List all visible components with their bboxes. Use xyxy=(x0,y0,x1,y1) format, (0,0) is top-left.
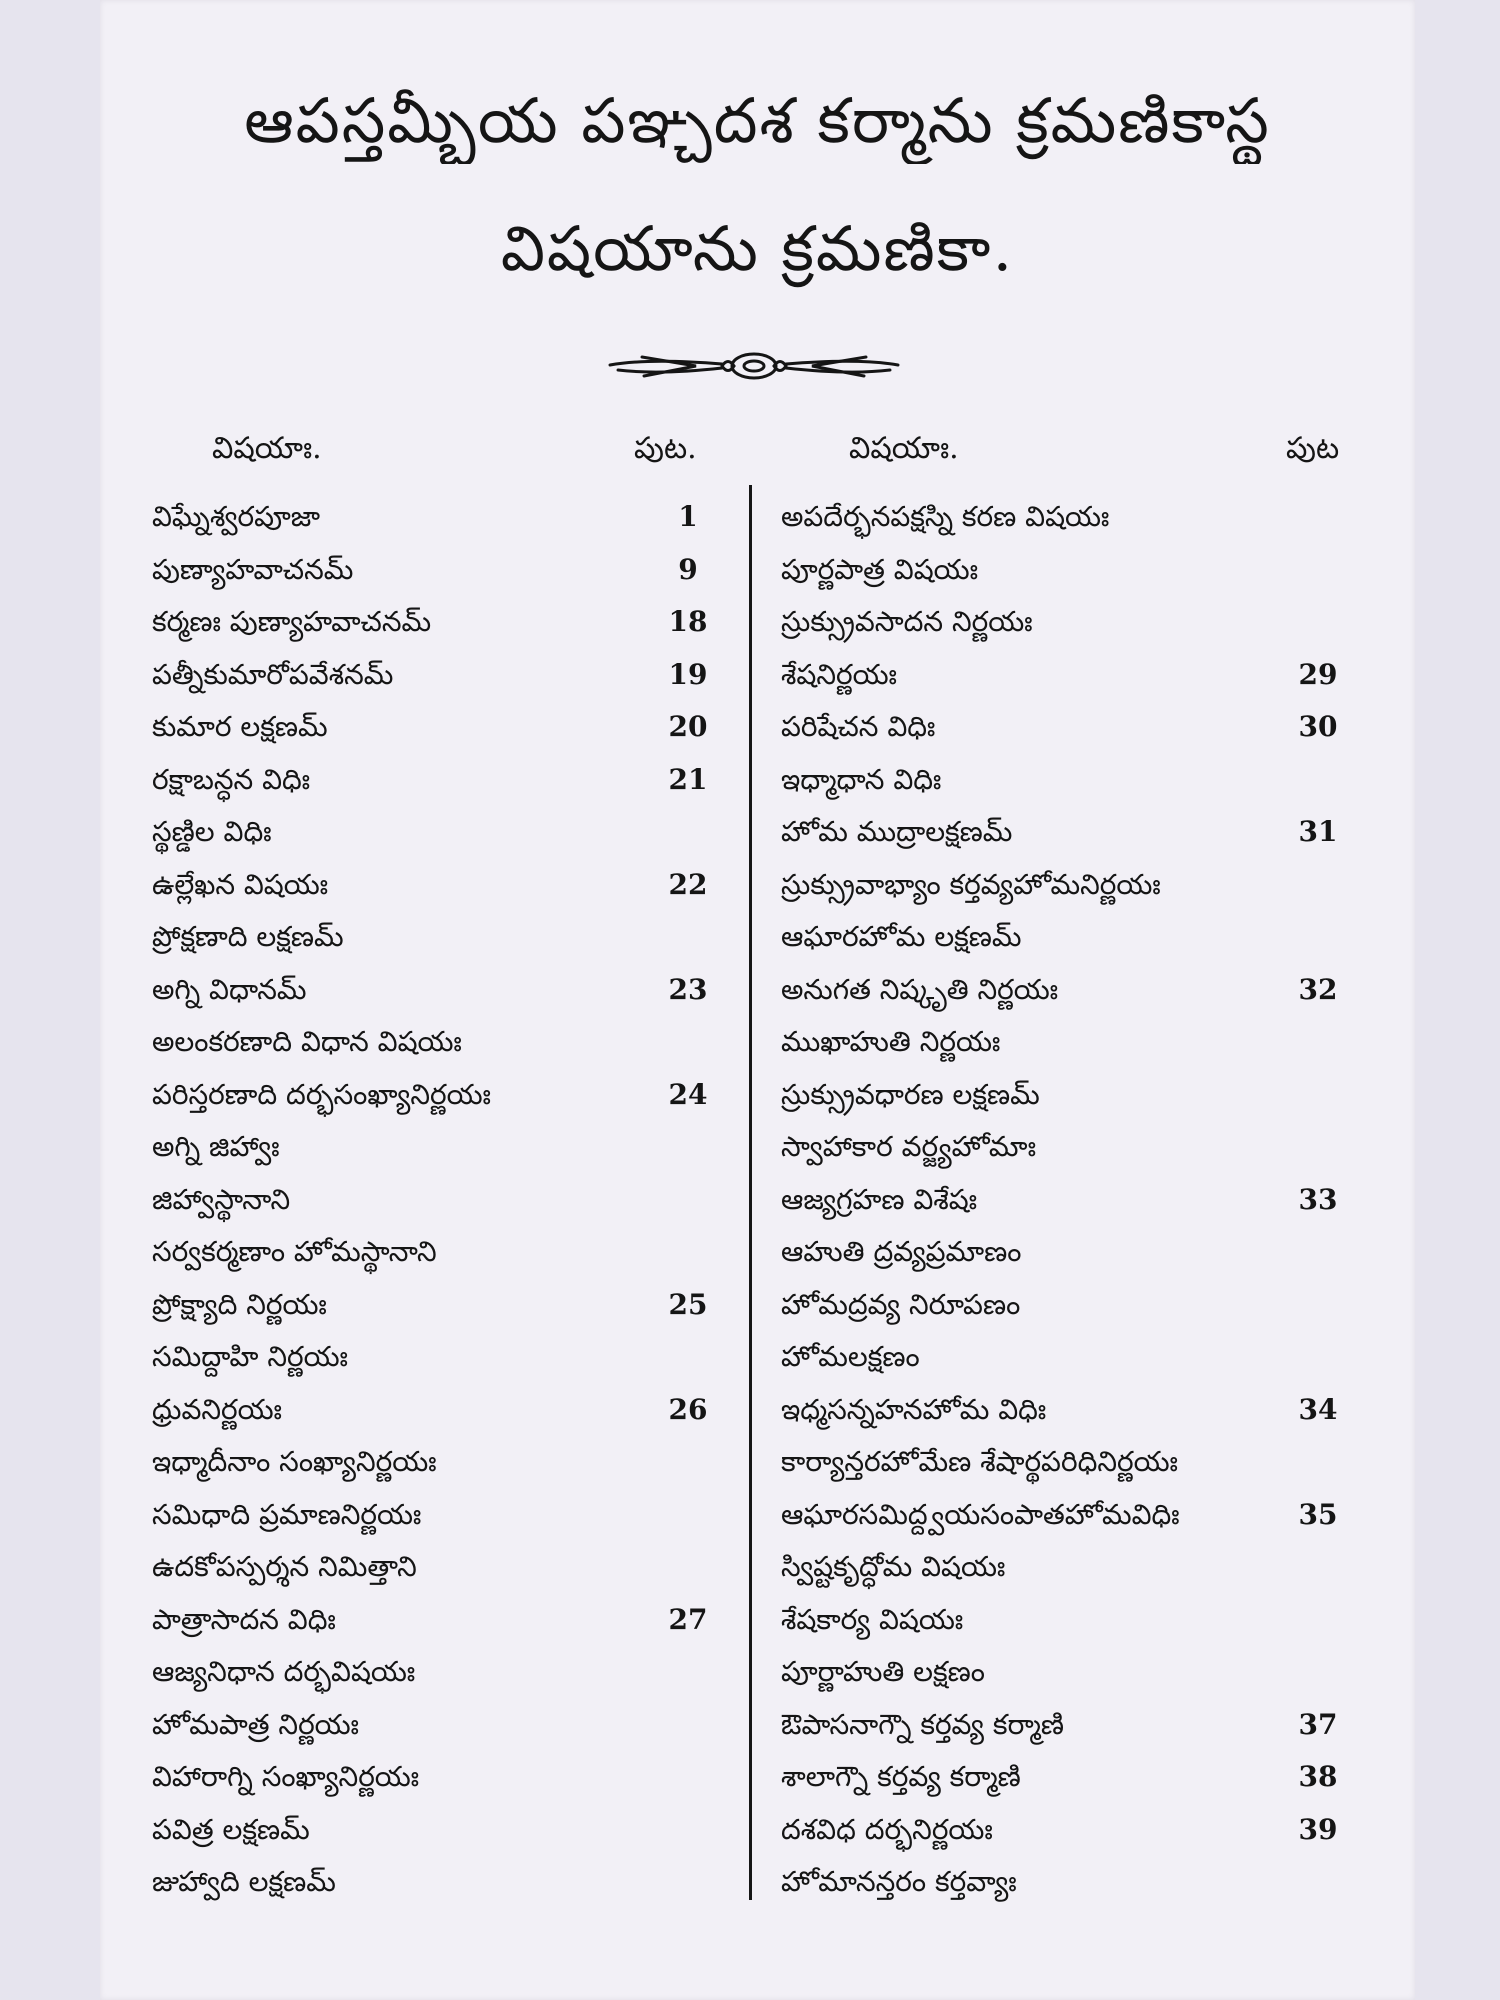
contents-row xyxy=(781,1751,1401,1804)
left-column-topic-header: విషయాః. xyxy=(212,431,322,466)
contents-row xyxy=(152,806,742,859)
contents-topic: అలంకరణాది విధాన విషయః xyxy=(152,1025,462,1058)
contents-page-number: 21 xyxy=(668,762,708,796)
contents-row xyxy=(781,1646,1401,1699)
contents-topic: పుణ్యాహవాచనమ్ xyxy=(152,552,354,586)
contents-page-number: 27 xyxy=(668,1602,708,1636)
contents-page-number: 30 xyxy=(1298,710,1338,743)
contents-topic: రక్షాబన్ధన విధిః xyxy=(152,762,311,796)
contents-row xyxy=(781,544,1401,597)
contents-topic: పవిత్ర లక్షణమ్ xyxy=(152,1812,310,1846)
contents-topic: హోమలక్షణం xyxy=(781,1340,920,1373)
contents-topic: స్రుక్స్రువసాదన నిర్ణయః xyxy=(781,605,1033,638)
contents-topic: పరిస్తరణాది దర్భసంఖ్యానిర్ణయః xyxy=(152,1077,491,1111)
contents-row xyxy=(152,1541,742,1594)
contents-topic: పత్నీకుమారోపవేశనమ్ xyxy=(152,657,394,691)
contents-page-number: 26 xyxy=(668,1392,708,1426)
contents-topic: పరిషేచన విధిః xyxy=(781,710,936,743)
contents-topic: స్విష్టకృద్ధోమ విషయః xyxy=(781,1550,1006,1583)
contents-topic: పాత్రాసాదన విధిః xyxy=(152,1602,336,1636)
contents-topic: జుహ్వాది లక్షణమ్ xyxy=(152,1865,336,1898)
contents-row xyxy=(781,1384,1401,1437)
contents-topic: అగ్ని విధానమ్ xyxy=(152,972,307,1006)
contents-topic: శేషనిర్ణయః xyxy=(781,657,897,691)
contents-row xyxy=(152,1226,742,1279)
contents-row xyxy=(781,596,1401,649)
page-title-line-2: విషయాను క్రమణికా. xyxy=(500,212,1015,285)
contents-row xyxy=(781,1541,1401,1594)
contents-topic: ప్రోక్షణాది లక్షణమ్ xyxy=(152,920,344,953)
ornament-center-oval xyxy=(732,354,776,378)
contents-topic: ఇధ్మాధాన విధిః xyxy=(781,762,942,796)
contents-topic: సర్వకర్మణాం హోమస్థానాని xyxy=(152,1235,437,1268)
contents-topic: ముఖాహుతి నిర్ణయః xyxy=(781,1025,1001,1058)
contents-row xyxy=(781,491,1401,544)
contents-page-number: 22 xyxy=(668,867,708,901)
contents-page-number: 37 xyxy=(1298,1707,1338,1741)
contents-row xyxy=(152,1121,742,1174)
contents-row xyxy=(781,1331,1401,1384)
contents-row xyxy=(781,701,1401,754)
contents-page-number: 29 xyxy=(1298,657,1338,691)
contents-page-number: 31 xyxy=(1298,815,1338,848)
contents-topic: హోమ ముద్రాలక్షణమ్ xyxy=(781,815,1013,848)
contents-page-number: 25 xyxy=(668,1287,708,1321)
contents-topic: ఇధ్మసన్నహనహోమ విధిః xyxy=(781,1392,1047,1426)
ornament-right-loop xyxy=(774,362,786,371)
contents-topic: పూర్ణపాత్ర విషయః xyxy=(781,552,978,586)
contents-topic: ఉల్లేఖన విషయః xyxy=(152,867,329,901)
contents-row xyxy=(781,859,1401,912)
contents-topic: ఆజ్యనిధాన దర్భవిషయః xyxy=(152,1655,416,1688)
right-column-page-header: పుట xyxy=(1286,431,1340,466)
contents-topic: స్రుక్స్రువధారణ లక్షణమ్ xyxy=(781,1077,1040,1111)
contents-row xyxy=(781,1174,1401,1227)
contents-page-number: 33 xyxy=(1298,1182,1338,1216)
contents-row xyxy=(781,1016,1401,1069)
contents-page-number: 32 xyxy=(1298,972,1338,1006)
contents-row xyxy=(781,911,1401,964)
contents-topic: అపదేర్భనపక్షస్ని కరణ విషయః xyxy=(781,500,1110,533)
contents-topic: శేషకార్య విషయః xyxy=(781,1602,964,1636)
contents-topic: ఆఘారసమిద్ద్వయసంపాతహోమవిధిః xyxy=(781,1497,1180,1531)
contents-page-number: 18 xyxy=(668,605,708,638)
title-ornament xyxy=(604,346,904,386)
contents-row xyxy=(152,1279,742,1332)
contents-topic: ఆఘారహోమ లక్షణమ్ xyxy=(781,920,1022,953)
contents-row xyxy=(781,964,1401,1017)
contents-row xyxy=(781,1699,1401,1752)
contents-row xyxy=(152,1646,742,1699)
contents-row xyxy=(152,1489,742,1542)
contents-topic: ఆజ్యగ్రహణ విశేషః xyxy=(781,1182,977,1216)
contents-row xyxy=(781,1804,1401,1857)
contents-topic: విఘ్నేశ్వరపూజా xyxy=(152,500,321,533)
contents-topic: అగ్ని జిహ్వాః xyxy=(152,1130,280,1163)
contents-row xyxy=(152,1331,742,1384)
contents-topic: స్రుక్స్రువాభ్యాం కర్తవ్యహోమనిర్ణయః xyxy=(781,867,1161,901)
contents-page-number: 1 xyxy=(678,500,698,533)
contents-topic: పూర్ణాహుతి లక్షణం xyxy=(781,1655,985,1688)
contents-row xyxy=(152,911,742,964)
left-column-page-header: పుట. xyxy=(634,431,697,466)
contents-row xyxy=(152,491,742,544)
contents-row xyxy=(781,754,1401,807)
ornament-center-inner xyxy=(744,361,764,371)
contents-page-number: 20 xyxy=(668,710,708,743)
contents-topic: కుమార లక్షణమ్ xyxy=(152,710,328,743)
contents-row xyxy=(152,1069,742,1122)
contents-page-number: 34 xyxy=(1298,1392,1338,1426)
contents-row xyxy=(152,701,742,754)
contents-topic: సమిధాది ప్రమాణనిర్ణయః xyxy=(152,1497,422,1531)
contents-row xyxy=(781,1489,1401,1542)
contents-page-number: 38 xyxy=(1298,1760,1338,1793)
contents-topic: ధ్రువనిర్ణయః xyxy=(152,1392,282,1426)
contents-topic: ప్రోక్ష్యాది నిర్ణయః xyxy=(152,1287,327,1321)
contents-row xyxy=(152,1016,742,1069)
contents-page-number: 24 xyxy=(668,1077,708,1111)
contents-topic: కర్మణః పుణ్యాహవాచనమ్ xyxy=(152,605,432,638)
contents-topic: జిహ్వాస్థానాని xyxy=(152,1182,291,1216)
left-contents-column xyxy=(152,491,742,1909)
contents-topic: ఇధ్మాదీనాం సంఖ్యానిర్ణయః xyxy=(152,1445,437,1478)
right-column-topic-header: విషయాః. xyxy=(849,431,959,466)
contents-row xyxy=(781,1121,1401,1174)
contents-page-number: 19 xyxy=(668,657,708,691)
contents-row xyxy=(781,1856,1401,1909)
contents-topic: అనుగత నిష్కృతి నిర్ణయః xyxy=(781,972,1059,1006)
contents-topic: హోమపాత్ర నిర్ణయః xyxy=(152,1707,359,1741)
contents-topic: విహారాగ్ని సంఖ్యానిర్ణయః xyxy=(152,1760,420,1793)
contents-topic: ఆహుతి ద్రవ్యప్రమాణం xyxy=(781,1235,1022,1268)
contents-row xyxy=(152,1751,742,1804)
contents-row xyxy=(152,859,742,912)
contents-page-number: 39 xyxy=(1298,1812,1338,1846)
contents-row xyxy=(781,1436,1401,1489)
contents-row xyxy=(781,1594,1401,1647)
contents-row xyxy=(152,754,742,807)
contents-row xyxy=(152,544,742,597)
contents-topic: ఉదకోపస్పర్శన నిమిత్తాని xyxy=(152,1550,417,1583)
contents-row xyxy=(781,1226,1401,1279)
contents-topic: హోమానన్తరం కర్తవ్యాః xyxy=(781,1865,1017,1898)
contents-row xyxy=(152,964,742,1017)
contents-row xyxy=(152,649,742,702)
contents-topic: కార్యాన్తరహోమేణ శేషార్థపరిధినిర్ణయః xyxy=(781,1445,1178,1478)
right-contents-column xyxy=(781,491,1401,1909)
contents-row xyxy=(152,1856,742,1909)
contents-page-number: 23 xyxy=(668,972,708,1006)
contents-row xyxy=(152,1699,742,1752)
contents-topic: స్థణ్డిల విధిః xyxy=(152,815,272,848)
contents-topic: శాలాగ్నౌ కర్తవ్య కర్మాణి xyxy=(781,1760,1021,1793)
contents-row xyxy=(152,1436,742,1489)
contents-row xyxy=(781,649,1401,702)
ornament-right-flourish-upper xyxy=(786,361,898,365)
contents-page-number: 9 xyxy=(678,552,698,586)
column-divider xyxy=(749,485,752,1900)
contents-row xyxy=(781,1279,1401,1332)
contents-row xyxy=(152,1174,742,1227)
contents-topic: స్వాహాకార వర్జ్యహోమాః xyxy=(781,1130,1037,1163)
contents-topic: సమిద్దాహి నిర్ణయః xyxy=(152,1340,348,1373)
contents-row xyxy=(152,596,742,649)
contents-topic: ఔపాసనాగ్నౌ కర్తవ్య కర్మాణి xyxy=(781,1707,1064,1741)
contents-page-number: 35 xyxy=(1298,1497,1338,1531)
contents-topic: హోమద్రవ్య నిరూపణం xyxy=(781,1287,1021,1321)
contents-row xyxy=(152,1384,742,1437)
page-title-line-1: ఆపస్తమ్బీయ పఞ్చదశ కర్మాను క్రమణికాస్థ xyxy=(244,84,1271,157)
contents-row xyxy=(152,1594,742,1647)
contents-row xyxy=(781,806,1401,859)
contents-topic: దశవిధ దర్భనిర్ణయః xyxy=(781,1812,993,1846)
contents-row xyxy=(152,1804,742,1857)
contents-row xyxy=(781,1069,1401,1122)
